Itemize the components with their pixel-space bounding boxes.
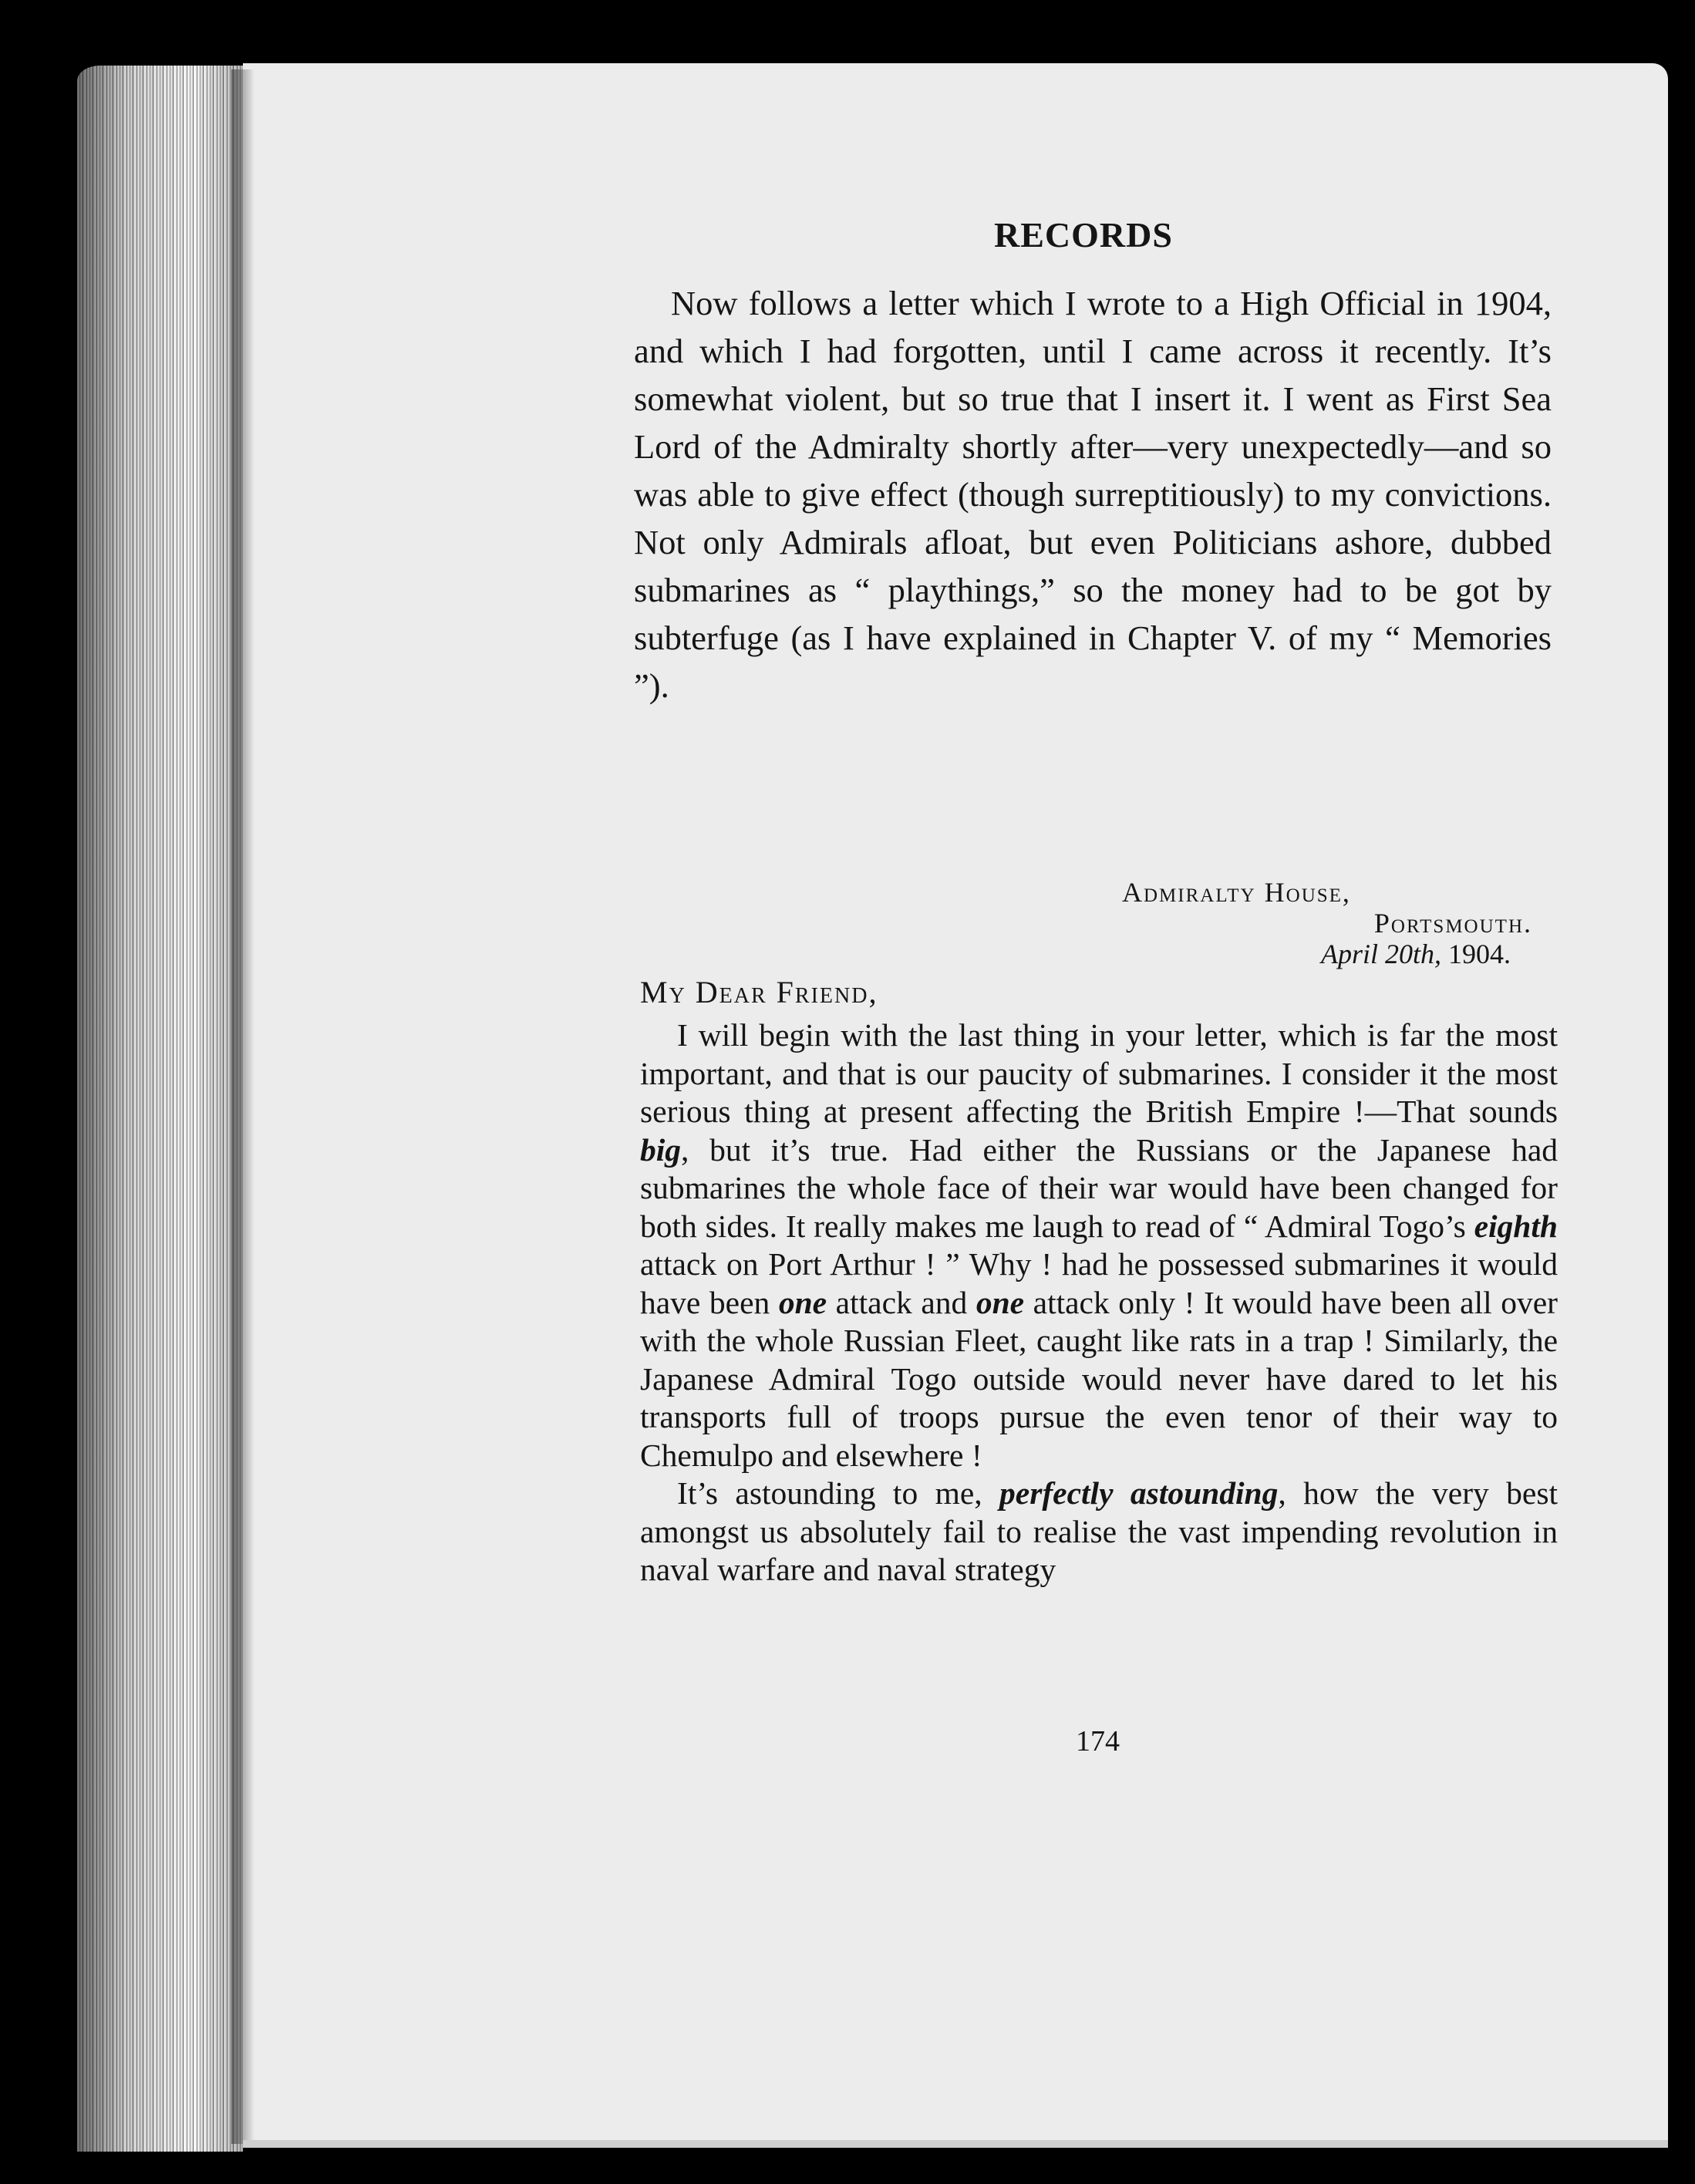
emphasis-text: big xyxy=(640,1131,682,1168)
page-number: 174 xyxy=(1076,1725,1120,1758)
running-head: RECORDS xyxy=(994,215,1173,254)
intro-paragraph: Now follows a letter which I wrote to a High Official in 1904, and which I had forgotten, until I came across it recently. It’s somewhat violent, but so true that I insert it. I went as First Sea Lord of the Admiralty shortly after—very unexpectedly—and so was able to give effect (though surreptitiously) to my convictions. Not only Admirals afloat, but even Politicians ashore, dubbed submarines as “ playthings,” so the money had to be got by subterfuge (as I have explained in Chapter V. of my “ Memories ”). xyxy=(634,284,1552,705)
salutation: My Dear Friend, xyxy=(640,975,878,1009)
emphasis-text: one xyxy=(976,1284,1025,1320)
text-run: I will begin with the last thing in your letter, which is far the most important, and that is our paucity of submarines. I consider it the most serious thing at present affecting the British Empire !—That sounds xyxy=(640,1017,1558,1129)
letter-paragraph-2 xyxy=(640,1475,1558,1589)
address-line-2: Portsmouth. xyxy=(1373,908,1532,939)
text-run: attack and xyxy=(827,1284,976,1320)
page-edges xyxy=(77,66,243,2152)
page-bottom-edge xyxy=(243,2140,1668,2148)
letter-date xyxy=(1070,939,1532,969)
letter-body xyxy=(640,1016,1558,1589)
emphasis-text: perfectly astounding xyxy=(999,1475,1279,1511)
letter-date-year: 1904. xyxy=(1448,939,1511,969)
letter-paragraph-1 xyxy=(640,1016,1558,1475)
letter-address-block xyxy=(1070,877,1532,969)
text-run: attack on Port Arthur ! ” Why ! had he possessed submarines it would have been xyxy=(640,1246,1558,1320)
intro-paragraph-block xyxy=(634,279,1552,709)
text-run: , how the very best amongst us absolutely fail to realise the vast impending revolution in naval warfare and naval strategy xyxy=(640,1475,1558,1587)
gutter-shadow xyxy=(231,69,254,2144)
text-run: It’s astounding to me, xyxy=(677,1475,1000,1511)
text-run: attack only ! It would have been all over with the whole Russian Fleet, caught like rats in a trap ! Similarly, the Japanese Admiral Togo outside would never have dared to let his transports full of troops pursue the even tenor of their way to Chemulpo and elsewhere ! xyxy=(640,1284,1558,1473)
emphasis-text: eighth xyxy=(1474,1208,1558,1244)
address-line-1: Admiralty House, xyxy=(1122,877,1351,908)
emphasis-text: one xyxy=(778,1284,827,1320)
letter-date-day: April 20th, xyxy=(1320,939,1441,969)
text-run: , but it’s true. Had either the Russians or the Japanese had submarines the whole face of their war would have been changed for both sides. It really makes me laugh to read of “ Admiral Togo’s xyxy=(640,1131,1558,1244)
